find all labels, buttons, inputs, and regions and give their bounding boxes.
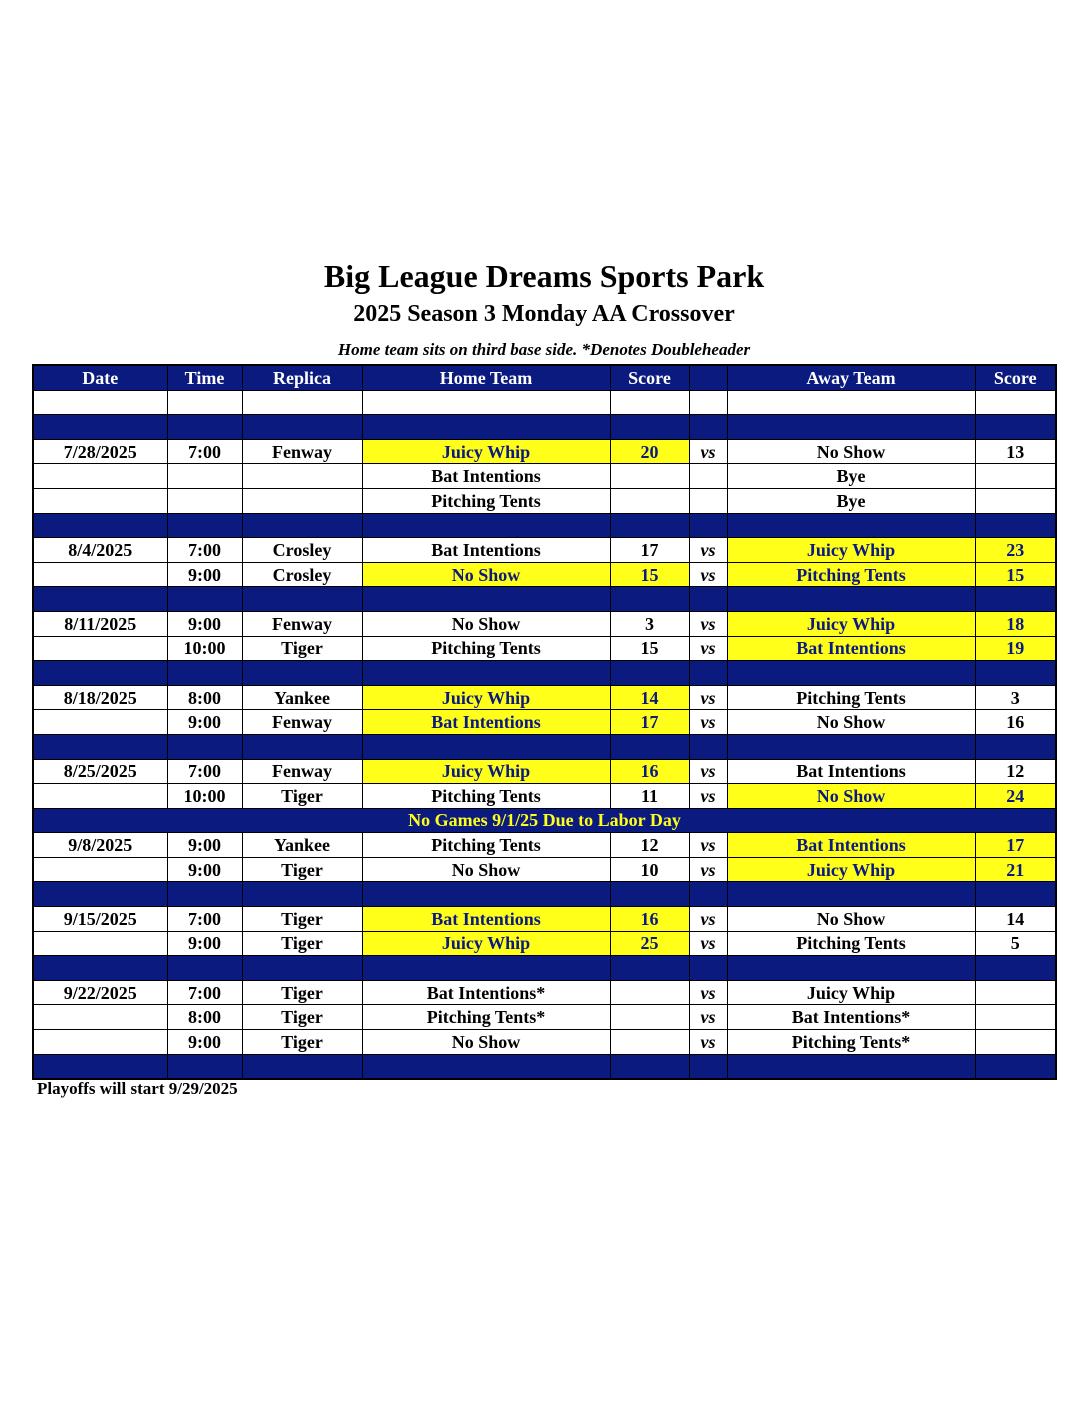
game-row [33, 636, 1056, 661]
away-score-cell: 3 [975, 685, 1056, 710]
empty-cell [167, 415, 242, 440]
empty-cell [689, 1054, 727, 1079]
replica-cell: Fenway [242, 759, 362, 784]
separator-row [33, 882, 1056, 907]
date-cell [33, 931, 167, 956]
away-team-cell: Juicy Whip [727, 611, 975, 636]
game-row [33, 439, 1056, 464]
home-team-cell: Bat Intentions* [362, 980, 610, 1005]
home-team-cell: Pitching Tents [362, 833, 610, 858]
time-cell: 9:00 [167, 857, 242, 882]
home-team-cell: Pitching Tents [362, 784, 610, 809]
col-header-home-score: Score [610, 365, 689, 390]
home-team-cell: Bat Intentions [362, 538, 610, 563]
away-score-cell: 16 [975, 710, 1056, 735]
game-row [33, 907, 1056, 932]
game-row [33, 1005, 1056, 1030]
empty-cell [689, 956, 727, 981]
away-score-cell: 13 [975, 439, 1056, 464]
empty-cell [727, 661, 975, 686]
vs-cell: vs [689, 685, 727, 710]
game-row [33, 685, 1056, 710]
date-cell [33, 562, 167, 587]
away-score-cell: 15 [975, 562, 1056, 587]
home-score-cell: 10 [610, 857, 689, 882]
vs-cell: vs [689, 907, 727, 932]
time-cell: 7:00 [167, 759, 242, 784]
empty-cell [242, 734, 362, 759]
game-row [33, 562, 1056, 587]
empty-cell [727, 882, 975, 907]
away-team-cell: Bat Intentions [727, 759, 975, 784]
home-team-cell: No Show [362, 857, 610, 882]
empty-cell [362, 415, 610, 440]
away-team-cell: Pitching Tents [727, 931, 975, 956]
notice-text: No Games 9/1/25 Due to Labor Day [33, 808, 1056, 833]
separator-row [33, 415, 1056, 440]
time-cell: 8:00 [167, 685, 242, 710]
home-score-cell: 20 [610, 439, 689, 464]
time-cell: 9:00 [167, 1030, 242, 1055]
empty-cell [242, 513, 362, 538]
vs-cell: vs [689, 931, 727, 956]
separator-row [33, 587, 1056, 612]
empty-cell [727, 956, 975, 981]
empty-cell [167, 661, 242, 686]
empty-cell [975, 661, 1056, 686]
home-score-cell: 17 [610, 710, 689, 735]
empty-cell [610, 390, 689, 415]
time-cell: 9:00 [167, 611, 242, 636]
empty-cell [242, 1054, 362, 1079]
home-score-cell: 17 [610, 538, 689, 563]
away-score-cell [975, 1005, 1056, 1030]
empty-cell [242, 415, 362, 440]
vs-cell: vs [689, 980, 727, 1005]
separator-row [33, 956, 1056, 981]
home-score-cell: 15 [610, 636, 689, 661]
empty-cell [727, 1054, 975, 1079]
game-row [33, 833, 1056, 858]
replica-cell: Tiger [242, 980, 362, 1005]
home-score-cell [610, 488, 689, 513]
notice-row [33, 808, 1056, 833]
vs-cell: vs [689, 1005, 727, 1030]
time-cell: 7:00 [167, 907, 242, 932]
empty-cell [362, 1054, 610, 1079]
home-team-cell: Pitching Tents* [362, 1005, 610, 1030]
empty-cell [975, 1054, 1056, 1079]
replica-cell: Fenway [242, 439, 362, 464]
away-team-cell: Pitching Tents [727, 562, 975, 587]
home-team-cell: Pitching Tents [362, 488, 610, 513]
empty-cell [610, 882, 689, 907]
vs-cell: vs [689, 636, 727, 661]
replica-cell: Fenway [242, 611, 362, 636]
replica-cell: Tiger [242, 636, 362, 661]
empty-cell [362, 956, 610, 981]
vs-cell: vs [689, 439, 727, 464]
empty-cell [689, 882, 727, 907]
empty-cell [689, 390, 727, 415]
empty-cell [727, 513, 975, 538]
vs-cell: vs [689, 857, 727, 882]
empty-cell [33, 587, 167, 612]
home-team-cell: Juicy Whip [362, 931, 610, 956]
away-score-cell [975, 464, 1056, 489]
vs-cell: vs [689, 784, 727, 809]
home-team-cell: Bat Intentions [362, 710, 610, 735]
away-team-cell: No Show [727, 439, 975, 464]
vs-cell [689, 488, 727, 513]
game-row [33, 611, 1056, 636]
empty-cell [727, 587, 975, 612]
time-cell [167, 488, 242, 513]
replica-cell: Yankee [242, 685, 362, 710]
time-cell: 7:00 [167, 980, 242, 1005]
empty-cell [362, 587, 610, 612]
date-cell: 8/18/2025 [33, 685, 167, 710]
home-score-cell: 16 [610, 907, 689, 932]
empty-cell [167, 882, 242, 907]
empty-cell [689, 415, 727, 440]
col-header-home-team: Home Team [362, 365, 610, 390]
date-cell [33, 1030, 167, 1055]
time-cell: 7:00 [167, 538, 242, 563]
separator-row [33, 513, 1056, 538]
game-row [33, 538, 1056, 563]
replica-cell: Tiger [242, 931, 362, 956]
empty-cell [610, 1054, 689, 1079]
home-score-cell: 14 [610, 685, 689, 710]
vs-cell: vs [689, 1030, 727, 1055]
date-cell: 7/28/2025 [33, 439, 167, 464]
game-row [33, 759, 1056, 784]
replica-cell: Crosley [242, 538, 362, 563]
col-header-away-score: Score [975, 365, 1056, 390]
replica-cell: Crosley [242, 562, 362, 587]
home-score-cell: 15 [610, 562, 689, 587]
empty-cell [689, 734, 727, 759]
empty-cell [727, 390, 975, 415]
empty-cell [167, 1054, 242, 1079]
time-cell: 7:00 [167, 439, 242, 464]
away-team-cell: Pitching Tents* [727, 1030, 975, 1055]
home-team-cell: Juicy Whip [362, 759, 610, 784]
empty-cell [167, 390, 242, 415]
empty-cell [167, 734, 242, 759]
empty-cell [33, 956, 167, 981]
away-score-cell: 17 [975, 833, 1056, 858]
empty-cell [242, 882, 362, 907]
away-score-cell: 24 [975, 784, 1056, 809]
page-subtitle: 2025 Season 3 Monday AA Crossover [353, 301, 735, 327]
separator-row [33, 1054, 1056, 1079]
playoffs-note: Playoffs will start 9/29/2025 [37, 1079, 238, 1098]
time-cell: 9:00 [167, 710, 242, 735]
empty-cell [610, 415, 689, 440]
col-header-date: Date [33, 365, 167, 390]
time-cell: 9:00 [167, 562, 242, 587]
home-score-cell: 25 [610, 931, 689, 956]
vs-cell: vs [689, 710, 727, 735]
empty-cell [362, 390, 610, 415]
empty-cell [975, 513, 1056, 538]
col-header-replica: Replica [242, 365, 362, 390]
home-score-cell [610, 464, 689, 489]
empty-cell [689, 513, 727, 538]
away-team-cell: Juicy Whip [727, 538, 975, 563]
home-team-cell: Bat Intentions [362, 464, 610, 489]
empty-cell [610, 956, 689, 981]
away-team-cell: No Show [727, 907, 975, 932]
date-cell: 9/15/2025 [33, 907, 167, 932]
empty-cell [975, 587, 1056, 612]
vs-cell: vs [689, 759, 727, 784]
away-team-cell: Bye [727, 464, 975, 489]
time-cell: 9:00 [167, 931, 242, 956]
replica-cell [242, 464, 362, 489]
date-cell [33, 464, 167, 489]
home-team-cell: Juicy Whip [362, 685, 610, 710]
away-score-cell: 19 [975, 636, 1056, 661]
vs-cell [689, 464, 727, 489]
away-team-cell: No Show [727, 784, 975, 809]
time-cell: 8:00 [167, 1005, 242, 1030]
empty-cell [362, 661, 610, 686]
empty-cell [242, 390, 362, 415]
replica-cell: Tiger [242, 1030, 362, 1055]
replica-cell: Fenway [242, 710, 362, 735]
empty-cell [975, 390, 1056, 415]
date-cell [33, 636, 167, 661]
col-header-time: Time [167, 365, 242, 390]
empty-cell [975, 956, 1056, 981]
date-cell [33, 857, 167, 882]
empty-cell [362, 734, 610, 759]
empty-cell [689, 587, 727, 612]
time-cell: 10:00 [167, 784, 242, 809]
game-row [33, 1030, 1056, 1055]
date-cell: 8/4/2025 [33, 538, 167, 563]
away-team-cell: Bye [727, 488, 975, 513]
home-team-cell: Juicy Whip [362, 439, 610, 464]
replica-cell: Tiger [242, 907, 362, 932]
schedule-note: Home team sits on third base side. *Denotes Doubleheader [337, 340, 751, 359]
away-team-cell: Bat Intentions [727, 636, 975, 661]
date-cell [33, 1005, 167, 1030]
away-team-cell: Bat Intentions [727, 833, 975, 858]
header-row [33, 365, 1056, 390]
empty-cell [242, 956, 362, 981]
game-row [33, 784, 1056, 809]
away-team-cell: No Show [727, 710, 975, 735]
replica-cell: Tiger [242, 857, 362, 882]
vs-cell: vs [689, 562, 727, 587]
away-score-cell: 23 [975, 538, 1056, 563]
away-score-cell [975, 1030, 1056, 1055]
home-score-cell: 12 [610, 833, 689, 858]
date-cell [33, 488, 167, 513]
away-score-cell [975, 488, 1056, 513]
empty-cell [33, 661, 167, 686]
time-cell [167, 464, 242, 489]
game-row [33, 488, 1056, 513]
empty-cell [689, 661, 727, 686]
page-title: Big League Dreams Sports Park [323, 258, 765, 294]
empty-cell [167, 956, 242, 981]
empty-cell [610, 734, 689, 759]
vs-cell: vs [689, 538, 727, 563]
empty-cell [33, 734, 167, 759]
empty-cell [33, 390, 167, 415]
replica-cell [242, 488, 362, 513]
empty-cell [242, 587, 362, 612]
away-score-cell: 12 [975, 759, 1056, 784]
vs-cell: vs [689, 611, 727, 636]
replica-cell: Tiger [242, 784, 362, 809]
date-cell: 9/8/2025 [33, 833, 167, 858]
empty-cell [33, 513, 167, 538]
separator-row [33, 734, 1056, 759]
empty-cell [727, 734, 975, 759]
time-cell: 10:00 [167, 636, 242, 661]
empty-cell [362, 882, 610, 907]
date-cell [33, 784, 167, 809]
schedule-body [33, 390, 1056, 1079]
game-row [33, 931, 1056, 956]
schedule-table [32, 364, 1057, 1080]
empty-cell [975, 734, 1056, 759]
blank-row [33, 390, 1056, 415]
home-score-cell: 16 [610, 759, 689, 784]
empty-cell [610, 513, 689, 538]
empty-cell [167, 513, 242, 538]
home-score-cell [610, 1005, 689, 1030]
empty-cell [167, 587, 242, 612]
game-row [33, 710, 1056, 735]
away-score-cell [975, 980, 1056, 1005]
replica-cell: Tiger [242, 1005, 362, 1030]
empty-cell [33, 415, 167, 440]
away-score-cell: 14 [975, 907, 1056, 932]
away-score-cell: 5 [975, 931, 1056, 956]
empty-cell [33, 882, 167, 907]
home-team-cell: Pitching Tents [362, 636, 610, 661]
time-cell: 9:00 [167, 833, 242, 858]
home-score-cell [610, 980, 689, 1005]
date-cell [33, 710, 167, 735]
vs-cell: vs [689, 833, 727, 858]
home-score-cell: 11 [610, 784, 689, 809]
home-team-cell: No Show [362, 1030, 610, 1055]
empty-cell [610, 587, 689, 612]
away-team-cell: Juicy Whip [727, 980, 975, 1005]
home-score-cell: 3 [610, 611, 689, 636]
home-team-cell: No Show [362, 611, 610, 636]
game-row [33, 857, 1056, 882]
date-cell: 8/11/2025 [33, 611, 167, 636]
empty-cell [242, 661, 362, 686]
empty-cell [975, 415, 1056, 440]
away-score-cell: 21 [975, 857, 1056, 882]
separator-row [33, 661, 1056, 686]
date-cell: 9/22/2025 [33, 980, 167, 1005]
empty-cell [975, 882, 1056, 907]
col-header-vs [689, 365, 727, 390]
home-team-cell: No Show [362, 562, 610, 587]
game-row [33, 464, 1056, 489]
home-score-cell [610, 1030, 689, 1055]
away-score-cell: 18 [975, 611, 1056, 636]
home-team-cell: Bat Intentions [362, 907, 610, 932]
date-cell: 8/25/2025 [33, 759, 167, 784]
away-team-cell: Bat Intentions* [727, 1005, 975, 1030]
game-row [33, 980, 1056, 1005]
replica-cell: Yankee [242, 833, 362, 858]
empty-cell [610, 661, 689, 686]
empty-cell [33, 1054, 167, 1079]
empty-cell [362, 513, 610, 538]
away-team-cell: Pitching Tents [727, 685, 975, 710]
empty-cell [727, 415, 975, 440]
col-header-away-team: Away Team [727, 365, 975, 390]
away-team-cell: Juicy Whip [727, 857, 975, 882]
